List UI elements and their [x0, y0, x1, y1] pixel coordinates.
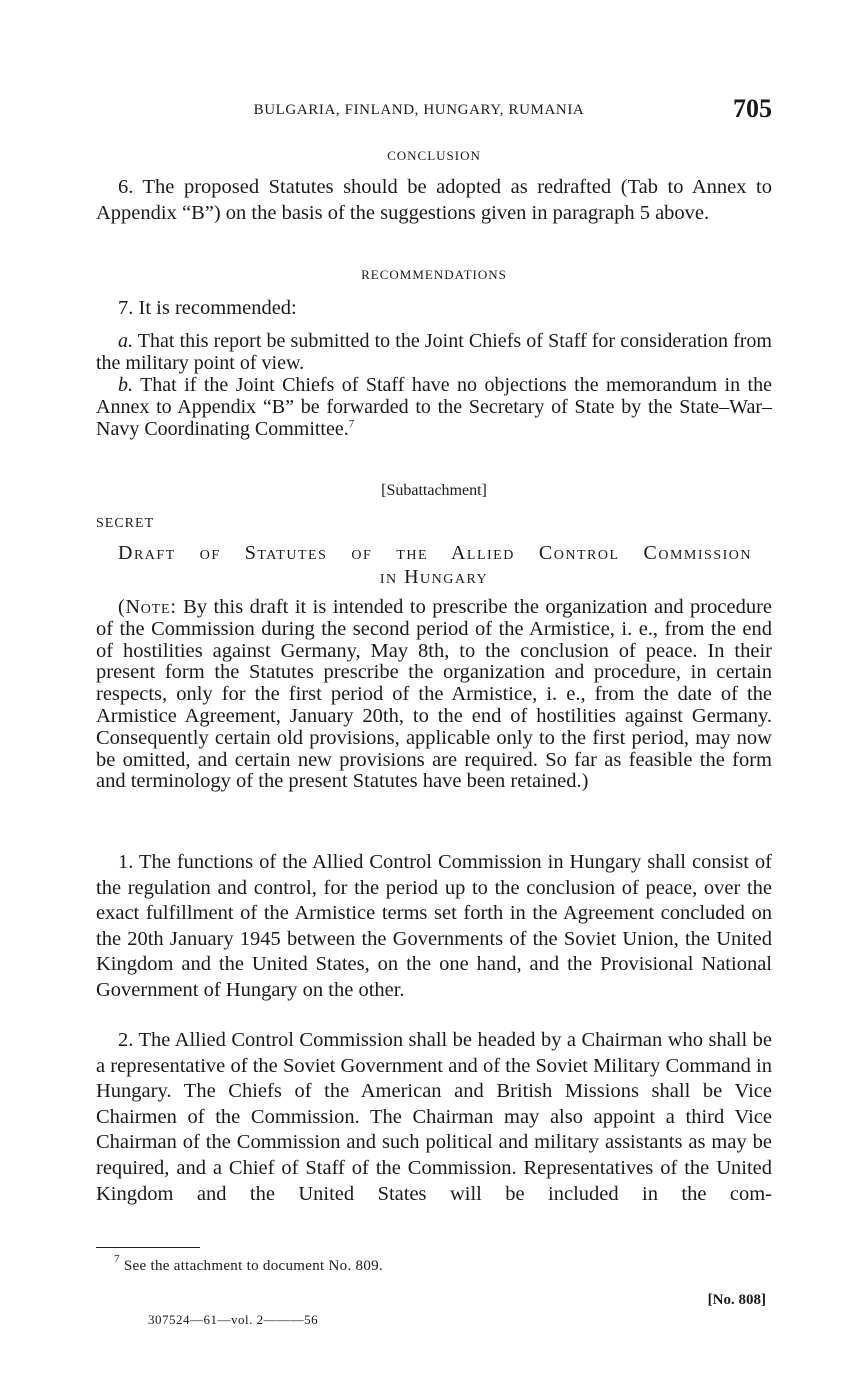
paragraph-7: 7. It is recommended: [118, 297, 297, 319]
recommendation-item-b [96, 374, 772, 440]
print-code: 307524—61—vol. 2———56 [148, 1312, 319, 1327]
document-title [96, 541, 772, 589]
recommendations-heading: RECOMMENDATIONS [361, 267, 507, 282]
item-b-text: That if the Joint Chiefs of Staff have no objections the memorandum in the Annex to Appendix “B” be forwarded to the Secretary of State by the State–War–Navy Coordinating Committee. [96, 374, 772, 440]
title-line-2: in Hungary [379, 566, 489, 588]
title-line-1: Draft of Statutes of the Allied Control Commission [118, 542, 752, 564]
subattachment-label: [Subattachment] [381, 482, 487, 499]
footnote-mark: 7 [114, 1253, 120, 1265]
running-title: BULGARIA, FINLAND, HUNGARY, RUMANIA [253, 102, 585, 118]
footnote [114, 1253, 383, 1275]
conclusion-heading: CONCLUSION [387, 148, 481, 163]
footnote-reference[interactable]: 7 [348, 418, 355, 430]
page-number: 705 [733, 94, 772, 123]
recommendation-list [96, 330, 772, 440]
item-a-label: a. [118, 330, 133, 352]
running-head [96, 92, 772, 132]
note-text: By this draft it is intended to prescribe the organization and procedure of the Commission during the second period of the Armistice, i. e., from the end of hostilities against Germany, May 8th, to the conclusion of peace. In their present form the Statutes prescribe the organization and procedure, in certain respects, only for the first period of the Armistice, i. e., from the date of the Armistice Agreement, January 20th, to the end of hostilities against Germany. Consequently certain old provisions, applicable only to the first period, may now be omitted, and certain new provisions are required. So far as feasible the form and terminology of the present Statutes have been retained.) [96, 596, 772, 793]
note-label: (Note: [118, 596, 177, 618]
footnote-text: See the attachment to document No. 809. [119, 1258, 383, 1274]
footnote-divider [96, 1247, 200, 1248]
item-a-text: That this report be submitted to the Joint Chiefs of Staff for consideration from the military point of view. [96, 330, 772, 374]
document-number: [No. 808] [707, 1292, 766, 1308]
item-b-label: b. [118, 374, 133, 396]
editorial-note [96, 597, 772, 793]
recommendation-item-a [96, 330, 772, 374]
paragraph-1: 1. The functions of the Allied Control Commission in Hungary shall consist of the regulation and control, for the period up to the conclusion of peace, over the exact fulfillment of the Armistice terms set forth in the Agreement concluded on the 20th January 1945 between the Governments of the Soviet Union, the United Kingdom and the United States, on the one hand, and the Provisional National Government of Hungary on the other. [96, 851, 772, 1001]
classification-marking: SECRET [96, 516, 155, 531]
paragraph-2: 2. The Allied Control Commission shall be headed by a Chairman who shall be a representative of the Soviet Government and of the Soviet Military Command in Hungary. The Chiefs of the American and British Missions shall be Vice Chairmen of the Commission. The Chairman may also appoint a third Vice Chairman of the Commission and such political and military assistants as may be required, and a Chief of Staff of the Commission. Representatives of the United Kingdom and the United States will be included in the com- [96, 1029, 772, 1205]
paragraph-6: 6. The proposed Statutes should be adopted as redrafted (Tab to Annex to Appendix “B”) on the basis of the suggestions given in paragraph 5 above. [96, 176, 772, 224]
